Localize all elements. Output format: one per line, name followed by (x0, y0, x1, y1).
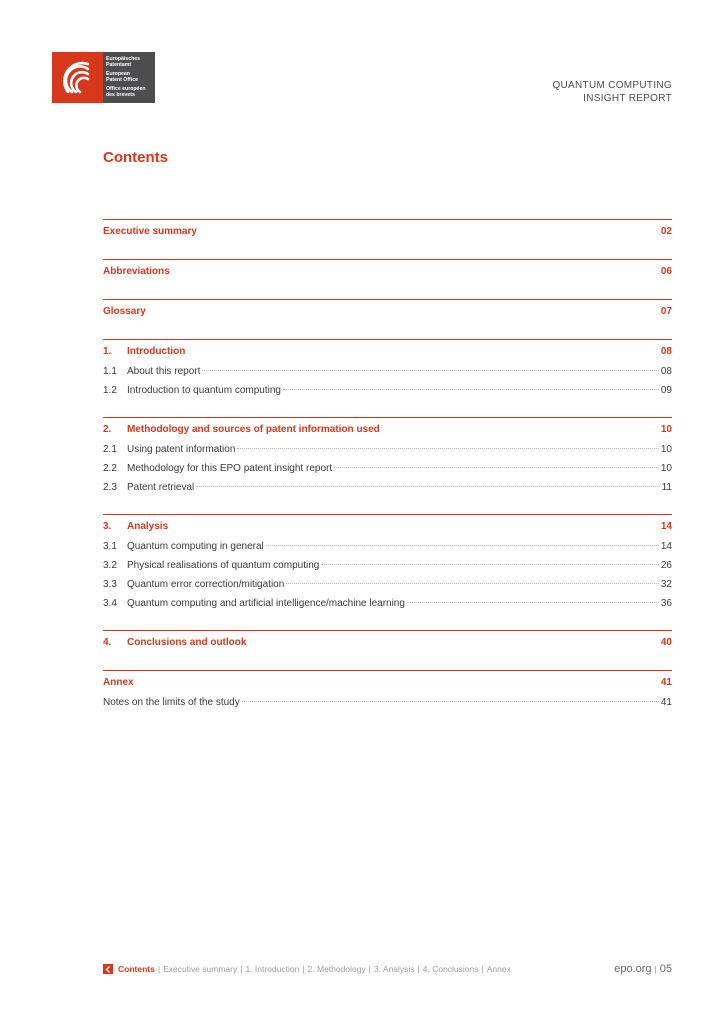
epo-logo (52, 52, 155, 103)
toc-number: 3.3 (103, 579, 117, 590)
toc-page-number: 09 (660, 385, 672, 396)
toc-label: About this report (127, 366, 201, 377)
toc-section (103, 259, 672, 285)
logo-line: Office européen (106, 86, 146, 92)
footer-link[interactable]: 4. Conclusions (422, 964, 479, 974)
toc-page-number: 40 (660, 637, 672, 648)
footer-nav (103, 963, 672, 975)
toc-section (103, 670, 672, 715)
toc-label: Quantum computing in general (127, 541, 264, 552)
epo-logo-text (103, 52, 155, 103)
footer-link[interactable]: Executive summary (163, 964, 238, 974)
toc-label: Conclusions and outlook (127, 637, 247, 648)
footer-link[interactable]: 3. Analysis (373, 964, 415, 974)
toc-page-number: 36 (660, 598, 672, 609)
toc-label: Annex (103, 677, 134, 688)
dot-leader (202, 370, 659, 371)
toc-section-heading[interactable] (103, 636, 672, 656)
report-title-line2: INSIGHT REPORT (583, 93, 672, 104)
toc-number: 1. (103, 346, 112, 357)
toc-section (103, 339, 672, 403)
toc-section-heading[interactable] (103, 225, 672, 245)
toc-number: 3. (103, 521, 112, 532)
toc-label: Methodology and sources of patent information used (127, 424, 380, 435)
dot-leader (283, 389, 659, 390)
toc-label: Notes on the limits of the study (103, 697, 240, 708)
toc-page-number: 08 (660, 366, 672, 377)
toc-label: Glossary (103, 306, 146, 317)
logo-line: Patent Office (106, 77, 138, 83)
divider: | (240, 964, 243, 974)
toc-page-number: 26 (660, 560, 672, 571)
toc-page-number: 07 (660, 306, 672, 317)
toc-label: Methodology for this EPO patent insight report (127, 463, 333, 474)
toc-entry[interactable] (103, 597, 672, 616)
toc-number: 3.4 (103, 598, 117, 609)
toc-number: 2.3 (103, 482, 117, 493)
site-link[interactable]: epo.org (614, 963, 652, 975)
toc-number: 4. (103, 637, 112, 648)
footer-link[interactable]: 1. Introduction (245, 964, 300, 974)
toc-section (103, 630, 672, 656)
toc-page-number: 14 (660, 541, 672, 552)
toc-page-number: 10 (660, 424, 672, 435)
toc-number: 3.2 (103, 560, 117, 571)
toc-entry[interactable] (103, 443, 672, 462)
toc-section-heading[interactable] (103, 520, 672, 540)
table-of-contents (103, 219, 672, 729)
toc-number: 2.1 (103, 444, 117, 455)
toc-number: 1.2 (103, 385, 117, 396)
toc-entry[interactable] (103, 481, 672, 500)
divider: | (157, 964, 161, 974)
toc-page-number: 10 (660, 463, 672, 474)
chevron-left-icon[interactable] (103, 964, 113, 974)
dot-leader (321, 564, 659, 565)
report-title (552, 79, 672, 105)
dot-leader (266, 545, 659, 546)
toc-entry[interactable] (103, 365, 672, 384)
toc-section (103, 417, 672, 500)
toc-entry[interactable] (103, 559, 672, 578)
toc-page-number: 06 (660, 266, 672, 277)
toc-page-number: 08 (660, 346, 672, 357)
toc-page-number: 10 (660, 444, 672, 455)
toc-label: Introduction (127, 346, 186, 357)
divider: | (302, 964, 305, 974)
toc-section (103, 299, 672, 325)
toc-label: Quantum error correction/mitigation (127, 579, 285, 590)
footer-link-contents[interactable]: Contents (118, 964, 155, 974)
dot-leader (237, 448, 658, 449)
toc-section-heading[interactable] (103, 305, 672, 325)
toc-page-number: 11 (661, 482, 672, 493)
toc-number: 1.1 (103, 366, 117, 377)
toc-number: 2.2 (103, 463, 117, 474)
toc-number: 3.1 (103, 541, 117, 552)
toc-label: Analysis (127, 521, 169, 532)
toc-section (103, 514, 672, 616)
toc-page-number: 41 (660, 677, 672, 688)
logo-line: Patentamt (106, 62, 132, 68)
toc-number: 2. (103, 424, 112, 435)
toc-label: Introduction to quantum computing (127, 385, 281, 396)
toc-label: Quantum computing and artificial intelligence/machine learning (127, 598, 405, 609)
toc-entry[interactable] (103, 578, 672, 597)
toc-label: Using patent information (127, 444, 236, 455)
dot-leader (407, 602, 659, 603)
footer-link[interactable]: 2. Methodology (307, 964, 366, 974)
page-number: 05 (659, 963, 672, 975)
divider: | (417, 964, 420, 974)
report-title-line1: QUANTUM COMPUTING (552, 80, 672, 91)
toc-page-number: 32 (660, 579, 672, 590)
toc-entry[interactable] (103, 462, 672, 481)
dot-leader (334, 467, 659, 468)
toc-page-number: 02 (660, 226, 672, 237)
logo-line: des brevets (106, 92, 135, 98)
toc-section-heading[interactable] (103, 345, 672, 365)
toc-entry[interactable] (103, 540, 672, 559)
toc-entry[interactable] (103, 384, 672, 403)
toc-page-number: 14 (660, 521, 672, 532)
epo-logo-mark (52, 52, 103, 103)
toc-page-number: 41 (660, 697, 672, 708)
toc-label: Physical realisations of quantum computing (127, 560, 320, 571)
dot-leader (196, 486, 659, 487)
toc-section-heading[interactable] (103, 676, 672, 696)
toc-label: Abbreviations (103, 266, 170, 277)
divider: | (481, 964, 484, 974)
toc-section (103, 219, 672, 245)
logo-line: European (106, 71, 130, 77)
toc-section-heading[interactable] (103, 265, 672, 285)
footer-link[interactable]: Annex (486, 964, 511, 974)
toc-label: Patent retrieval (127, 482, 195, 493)
toc-entry[interactable] (103, 696, 672, 715)
divider: | (654, 964, 657, 974)
dot-leader (286, 583, 659, 584)
contents-title: Contents (103, 149, 168, 166)
toc-section-heading[interactable] (103, 423, 672, 443)
divider: | (368, 964, 371, 974)
toc-label: Executive summary (103, 226, 197, 237)
dot-leader (242, 701, 659, 702)
logo-line: Europäisches (106, 56, 141, 62)
